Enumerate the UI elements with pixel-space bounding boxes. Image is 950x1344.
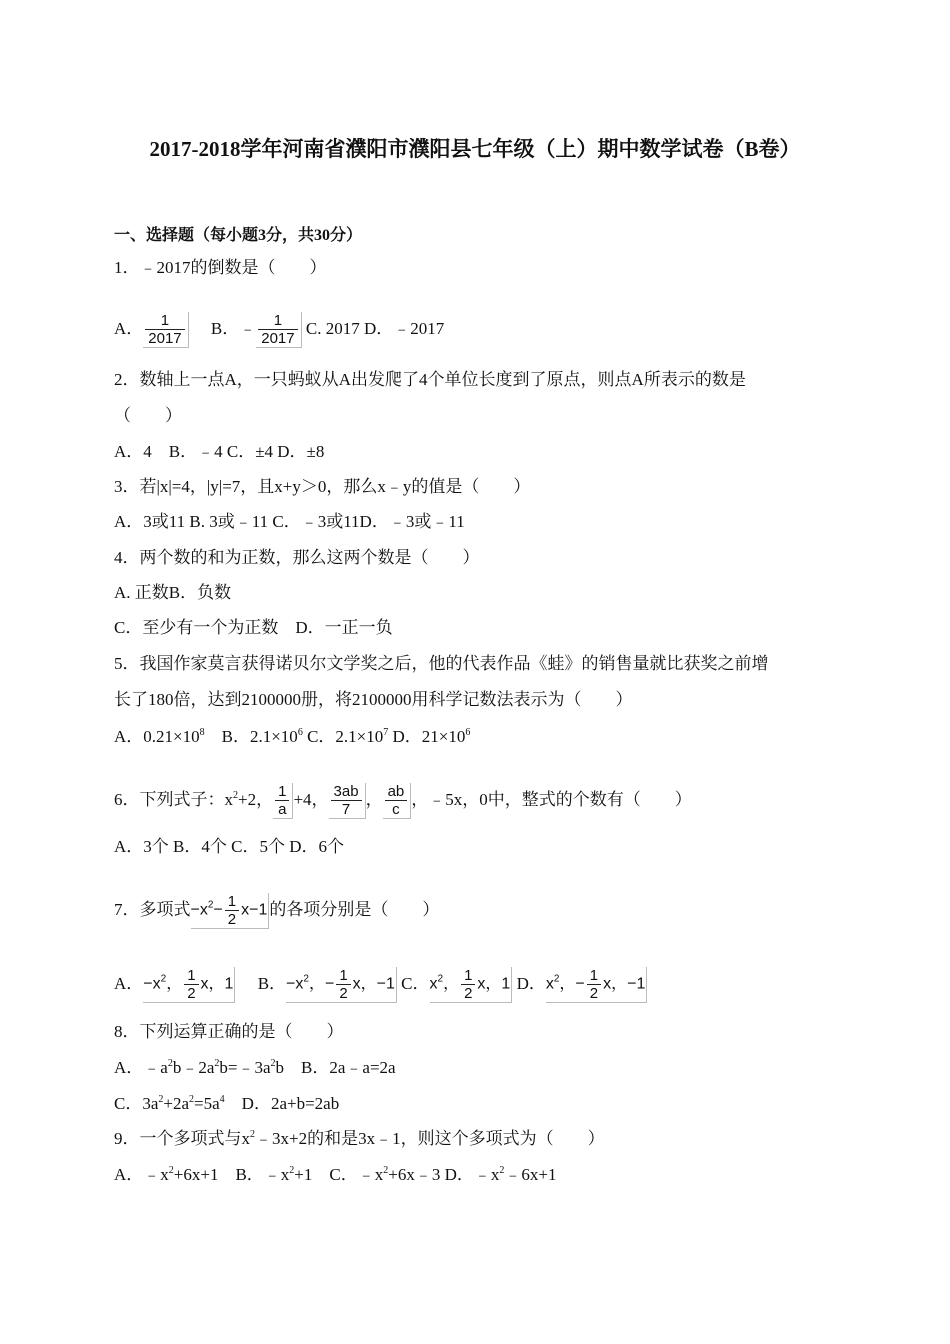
fraction xyxy=(275,783,289,818)
option-text: D．2a+b=2ab xyxy=(224,1094,340,1113)
term: −x xyxy=(143,975,161,993)
question-2-stem: 2．数轴上一点A，一只蚂蚁从A出发爬了4个单位长度到了原点，则点A所表示的数是 xyxy=(114,370,746,389)
stem-suffix: ，﹣5x，0中，整式的个数有（ ） xyxy=(411,789,692,809)
numerator: 1 xyxy=(336,967,350,985)
numerator: 3ab xyxy=(331,783,362,801)
stem-text: 9．一个多项式与x xyxy=(114,1129,250,1148)
option-text: b=﹣3a xyxy=(219,1058,271,1077)
option-text: A．﹣a xyxy=(114,1058,168,1077)
term: x−1 xyxy=(241,901,268,919)
question-8-options-2 xyxy=(114,1092,339,1116)
denominator: 2 xyxy=(339,985,348,1002)
question-6-options: A．3个 B．4个 C．5个 D．6个 xyxy=(114,837,344,856)
fraction xyxy=(587,967,601,1002)
option-a: A．0.21×10 xyxy=(114,727,200,746)
question-7-stem xyxy=(114,893,439,929)
question-5-stem: 5．我国作家莫言获得诺贝尔文学奖之后，他的代表作品《蛙》的销售量就比获奖之前增 xyxy=(114,654,769,673)
exponent: 2 xyxy=(383,1165,389,1176)
question-7-options xyxy=(114,967,647,1003)
question-5-options xyxy=(114,725,470,749)
fraction xyxy=(225,893,239,928)
option-text: b B．2a﹣a=2a xyxy=(275,1058,396,1077)
option-text: b﹣2a xyxy=(172,1058,215,1077)
question-6-stem xyxy=(114,783,692,819)
stem-prefix: 6．下列式子：x xyxy=(114,789,233,809)
option-b: B．2.1×10 xyxy=(204,727,298,746)
question-5-stem-cont: 长了180倍，达到2100000册，将2100000用科学记数法表示为（ ） xyxy=(114,690,633,709)
option-d: D．21×10 xyxy=(388,727,466,746)
option-d-label: D． xyxy=(516,973,546,993)
question-9-options xyxy=(114,1163,556,1187)
term: x，1 xyxy=(477,975,511,993)
question-1-options xyxy=(114,312,444,348)
option-text: =5a xyxy=(194,1094,220,1113)
option-b-label: B．﹣ xyxy=(210,318,257,338)
exponent: 2 xyxy=(553,973,560,985)
option-text: +2a xyxy=(163,1094,190,1113)
question-3-options: A．3或11 B. 3或﹣11 C．﹣3或11D．﹣3或﹣11 xyxy=(114,512,465,531)
exponent: 8 xyxy=(199,727,205,738)
term: −x xyxy=(190,901,208,919)
option-a-label: A． xyxy=(114,973,144,993)
denominator: a xyxy=(278,801,287,818)
exponent: 2 xyxy=(250,1129,255,1140)
question-8-options-1 xyxy=(114,1056,396,1080)
option-d-expr xyxy=(546,967,648,1003)
numerator: 1 xyxy=(184,967,198,985)
polynomial xyxy=(191,893,270,929)
exponent: 6 xyxy=(465,727,471,738)
option-text: ﹣6x+1 xyxy=(504,1165,557,1184)
numerator: 1 xyxy=(258,312,297,330)
section-heading: 一、选择题（每小题3分，共30分） xyxy=(114,227,363,244)
option-c-label: C． xyxy=(401,973,430,993)
fraction xyxy=(385,783,408,818)
stem-text: +4， xyxy=(293,789,329,809)
exponent: 2 xyxy=(189,1094,195,1105)
denominator: 2 xyxy=(589,985,599,1002)
term: ，− xyxy=(308,975,335,993)
denominator: 2 xyxy=(187,985,196,1002)
exponent: 2 xyxy=(437,973,444,985)
question-4-options-2: C．至少有一个为正数 D．一正一负 xyxy=(114,618,393,637)
option-text: +6x+1 B．﹣x xyxy=(173,1165,290,1184)
question-2-options: A．4 B．﹣4 C．±4 D．±8 xyxy=(114,442,325,461)
exponent: 2 xyxy=(158,1094,164,1105)
denominator: 2 xyxy=(464,985,473,1002)
option-c-expr xyxy=(430,967,513,1003)
exponent: 2 xyxy=(207,899,214,911)
denominator: 7 xyxy=(341,801,351,818)
exponent: 2 xyxy=(303,973,309,985)
denominator: 2017 xyxy=(148,330,182,347)
denominator: 2 xyxy=(227,911,237,928)
stem-text: ， xyxy=(365,789,383,809)
option-text: C．3a xyxy=(114,1094,159,1113)
term: x xyxy=(429,975,438,993)
fraction xyxy=(331,783,362,818)
exponent: 2 xyxy=(214,1058,220,1069)
question-4-stem: 4．两个数的和为正数，那么这两个数是（ ） xyxy=(114,548,480,567)
page-title: 2017-2018学年河南省濮阳市濮阳县七年级（上）期中数学试卷（B卷） xyxy=(149,137,801,161)
term: x，−1 xyxy=(352,975,395,993)
numerator: ab xyxy=(385,783,408,801)
denominator: c xyxy=(392,801,400,818)
option-text: A．﹣x xyxy=(114,1165,169,1184)
term: ，− xyxy=(559,975,585,993)
option-a-expr xyxy=(143,967,235,1003)
stem-text: ﹣3x+2的和是3x﹣1，则这个多项式为（ ） xyxy=(255,1129,605,1148)
numerator: 1 xyxy=(145,312,184,330)
fraction xyxy=(336,967,350,1002)
option-b-label: B． xyxy=(257,973,287,993)
question-2-stem-cont: （ ） xyxy=(114,406,182,425)
fraction xyxy=(258,312,297,347)
question-3-stem: 3．若|x|=4，|y|=7，且x+y＞0，那么x﹣y的值是（ ） xyxy=(114,477,531,496)
term: − xyxy=(213,901,223,919)
option-a-label: A． xyxy=(114,318,144,338)
term: x xyxy=(545,975,554,993)
exponent: 2 xyxy=(233,789,238,801)
exponent: 6 xyxy=(297,727,303,738)
option-text: +6x﹣3 D．﹣x xyxy=(388,1165,500,1184)
exponent: 2 xyxy=(270,1058,276,1069)
term: x，−1 xyxy=(603,975,646,993)
exponent: 4 xyxy=(219,1094,225,1105)
exponent: 7 xyxy=(383,727,389,738)
question-1-stem: 1．﹣2017的倒数是（ ） xyxy=(114,258,327,277)
numerator: 1 xyxy=(587,967,601,985)
option-c: C．2.1×10 xyxy=(302,727,384,746)
term: −x xyxy=(286,975,304,993)
exponent: 2 xyxy=(167,1058,173,1069)
fraction xyxy=(461,967,475,1002)
fraction xyxy=(184,967,198,1002)
numerator: 1 xyxy=(225,893,239,911)
denominator: 2017 xyxy=(261,330,295,347)
term: ， xyxy=(166,975,183,993)
stem-text: +2， xyxy=(238,789,274,809)
stem-suffix: 的各项分别是（ ） xyxy=(269,899,440,919)
exponent: 2 xyxy=(289,1165,295,1176)
numerator: 1 xyxy=(461,967,475,985)
term: x，1 xyxy=(200,975,234,993)
question-4-options-1: A. 正数B．负数 xyxy=(114,583,232,602)
numerator: 1 xyxy=(275,783,289,801)
exponent: 2 xyxy=(168,1165,174,1176)
question-9-stem xyxy=(114,1127,605,1151)
fraction xyxy=(145,312,184,347)
option-b-expr xyxy=(286,967,397,1003)
question-8-stem: 8．下列运算正确的是（ ） xyxy=(114,1022,344,1041)
options-rest: C. 2017 D．﹣2017 xyxy=(305,318,445,338)
exponent: 2 xyxy=(160,973,167,985)
option-text: +1 C．﹣x xyxy=(294,1165,384,1184)
stem-prefix: 7．多项式 xyxy=(114,899,191,919)
term: ， xyxy=(443,975,460,993)
exponent: 2 xyxy=(499,1165,505,1176)
